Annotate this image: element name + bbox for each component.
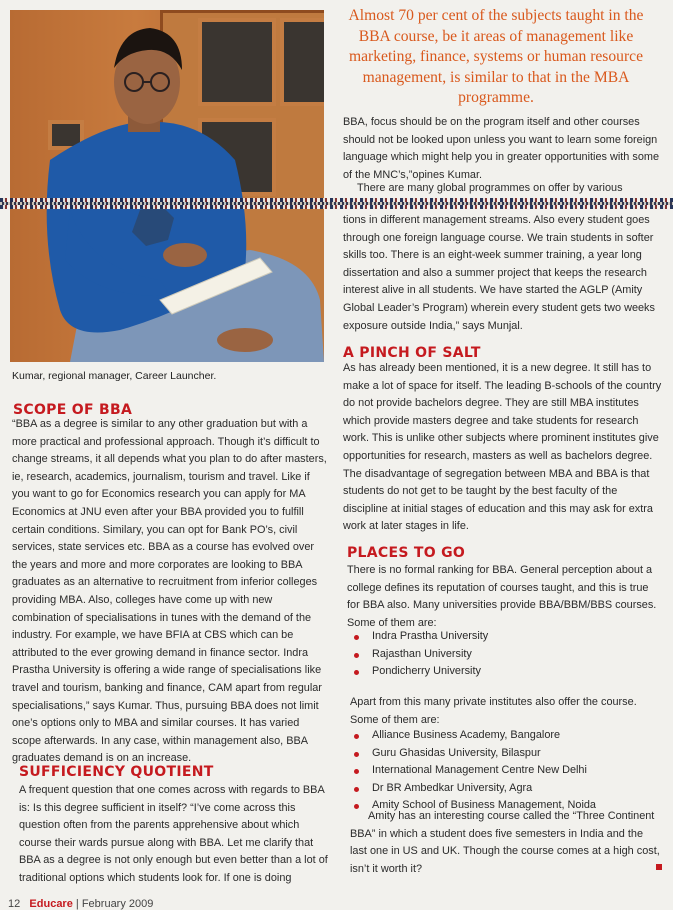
pinch-of-salt-heading: A PINCH OF SALT bbox=[343, 345, 481, 361]
sufficiency-heading: SUFFICIENCY QUOTIENT bbox=[19, 764, 214, 780]
pinch-of-salt-paragraph: As has already been mentioned, it is a new degree. It still has to make a lot of space for itself. The leading B-schools of the country do not provide bachelors degree. They are still MBA institutes which provide masters degree and take students for research work. This is unlike other subjects where prominent institutes give opportunities for research, masters as well as bachelors degree. The disadvantage of segregation between MBA and BBA is that students do not get to be taught by the best faculty of the discipline at initial stages of education and this may ask for extra work at later stages in life. bbox=[343, 362, 662, 533]
global-programmes-paragraph: tions in different management streams. Also every student goes through one foreign language course. We train students in softer skills too. There is an eight-week summer training, a year long dissertation and also a summer project that keeps the research interest alive in all students. We have started the AGLP (Amity Global Leader’s Program) wherein every student gets two weeks exposure outside India,” says Munjal. bbox=[343, 214, 655, 332]
global-programmes-line: There are many global programmes on offer by various bbox=[357, 182, 623, 194]
end-mark-icon bbox=[656, 864, 662, 870]
right-intro-paragraph: BBA, focus should be on the program itself and other courses should not be looked upon unless you want to learn some foreign language which might help you in greater opportunities with some of the MNC’s,”opines Kumar. bbox=[343, 116, 660, 181]
pull-quote: Almost 70 per cent of the subjects taught in the BBA course, be it areas of management like marketing, finance, systems or human resource management, is similar to that in the MBA programme. bbox=[348, 7, 644, 106]
universities-list bbox=[350, 628, 650, 681]
photo-caption: Kumar, regional manager, Career Launcher. bbox=[12, 370, 217, 382]
scope-heading: SCOPE OF BBA bbox=[13, 402, 133, 418]
list-item: Rajasthan University bbox=[350, 646, 650, 664]
list-item: Indra Prastha University bbox=[350, 628, 650, 646]
places-heading: PLACES TO GO bbox=[347, 545, 466, 561]
scan-glitch-band bbox=[0, 198, 673, 209]
list-item: Pondicherry University bbox=[350, 663, 650, 681]
list-item: Alliance Business Academy, Bangalore bbox=[350, 727, 660, 745]
list-item: International Management Centre New Delhi bbox=[350, 762, 660, 780]
list-item: Amity School of Business Management, Noida bbox=[350, 797, 660, 815]
page-footer bbox=[8, 898, 153, 910]
private-institutes-paragraph: Apart from this many private institutes also offer the course. Some of them are: bbox=[350, 696, 637, 726]
list-item: Dr BR Ambedkar University, Agra bbox=[350, 780, 660, 798]
footer-divider: | bbox=[75, 898, 82, 910]
scope-paragraph: “BBA as a degree is similar to any other graduation but with a more practical and professional approach. Though it’s difficult to change streams, it all depends what you plan to do after masters, ie, research, academics, journalism, tourism and travel. Like if you want to go for Economics research you can apply for MA Economics at JNU even after your BBA provided you to fulfill certain conditions. Similary, you can opt for Bank PO’s, civil services, state services etc. BBA as a course has evolved over the years and more and more corporates are looking to BBA graduates as an alternative to recruitment from inferior colleges providing MBA. Also, colleges have come up with new combination of specialisations in tunes with the demand of the industry. For example, we have BFIA at CBS which can be attributed to the ever growing demand in finance sector. Indra Prastha University is offering a wide range of specialisations like travel and tourism, banking and finance, CAM apart from regular specialisations,” says Kumar. Thus, pursuing BBA does not limit one’s options only to MBA and similar courses. It has varied scope afterwards. In any case, within management also, BBA graduates demand is on an increase. bbox=[12, 418, 327, 765]
person-illustration bbox=[10, 10, 324, 362]
sufficiency-paragraph: A frequent question that one comes across with regards to BBA is: Is this degree sufficient in itself? “I’ve come across this question often from the parents apprehensive about which course their wards pursue along with BBA. Let me clarify that BBA as a degree is not only enough but even better than a lot of traditional options which students look for. If one is doing bbox=[19, 784, 328, 884]
kumar-photo bbox=[10, 10, 324, 362]
list-item: Guru Ghasidas University, Bilaspur bbox=[350, 745, 660, 763]
page-number: 12 bbox=[8, 898, 21, 910]
magazine-brand: Educare bbox=[29, 898, 73, 910]
closing-paragraph: Amity has an interesting course called the “Three Continent BBA” in which a student does five semesters in India and the last one in US and UK. Though the course comes at a high cost, isn’t it worth it? bbox=[350, 810, 660, 875]
private-institutes-list bbox=[350, 727, 660, 815]
issue-date: February 2009 bbox=[81, 898, 154, 910]
places-paragraph: There is no formal ranking for BBA. General perception about a college defines its reputation of courses taught, and this is true for BBA also. Many universities provide BBA/BBM/BBS courses. Some of them are: bbox=[347, 564, 657, 629]
